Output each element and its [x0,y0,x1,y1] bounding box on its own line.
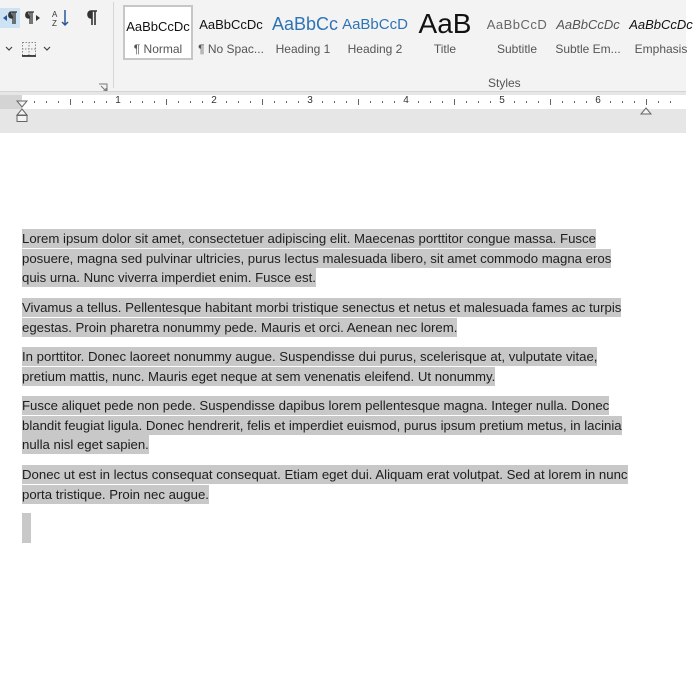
ruler-tick [418,101,419,103]
ruler-tick [370,101,371,103]
style-preview: AaBbCcDc [126,18,190,34]
horizontal-ruler[interactable] [22,95,686,109]
style-preview: AaBbCcDc [556,16,620,32]
ruler-tick [514,101,515,103]
ruler-tick [34,101,35,103]
borders-icon[interactable] [20,40,38,58]
style-name: ¶ No Spac... [198,42,264,56]
style-subtitle[interactable] [482,5,552,60]
style-title[interactable] [410,5,480,60]
ruler-tick [586,101,587,103]
ruler-tick [454,99,455,105]
style-name: Heading 2 [347,42,403,56]
shading-dropdown-icon[interactable] [4,42,14,56]
ruler-number: 4 [403,95,409,106]
paragraph-5[interactable] [22,465,652,504]
ruler-tick [562,101,563,103]
ruler-tick [478,101,479,103]
group-divider [113,2,114,88]
ruler-tick [250,101,251,103]
paragraph-1[interactable] [22,229,652,288]
ruler-tick [670,101,671,103]
ruler-tick [334,101,335,103]
style-preview: AaBbCcD [486,16,548,32]
text-line: egestas. Proin pharetra nonummy pede. Mauris et orci. Aenean nec lorem. [22,319,458,335]
empty-paragraph-selection [22,513,31,543]
ruler-tick [610,101,611,103]
style-preview: AaBbCcD [342,15,408,33]
ruler-tick [550,99,551,105]
ruler-tick [394,101,395,103]
style-name: Emphasis [634,42,688,56]
ruler-tick [622,101,623,103]
right-indent-marker[interactable] [640,100,652,119]
style-emphasis[interactable] [626,5,696,60]
text-line: Fusce aliquet pede non pede. Suspendisse dapibus lorem pellentesque magna. Integer nulla. Donec [22,398,610,413]
ruler-tick [166,99,167,105]
ruler-tick [298,101,299,103]
style-preview: AaB [418,8,472,39]
ruler-number: 6 [595,95,601,106]
ruler-number: 2 [211,95,217,106]
show-formatting-marks-icon[interactable] [82,8,102,28]
style-name: Subtitle [496,42,538,56]
ruler-tick [202,101,203,103]
ruler-tick [142,101,143,103]
ruler-tick [526,101,527,103]
text-line: In porttitor. Donec laoreet nonummy augue. Suspendisse dui purus, scelerisque at, vulputate vitae, [22,349,598,364]
ruler-tick [286,101,287,103]
ruler-tick [94,101,95,103]
style-name: Heading 1 [275,42,331,56]
text-line: posuere, magna sed pulvinar ultricies, purus lectus malesuada libero, sit amet commodo magna eros [22,250,612,266]
svg-text:A: A [52,10,58,19]
ruler-tick [538,101,539,103]
style-normal[interactable] [123,5,193,60]
ruler-tick [226,101,227,103]
ruler-tick [466,101,467,103]
ruler-tick [154,101,155,103]
style-subtle-emphasis[interactable] [553,5,623,60]
ruler-tick [70,99,71,105]
style-preview: AaBbCcDc [199,16,263,32]
styles-gallery [120,2,693,64]
ruler-tick [358,99,359,105]
ruler-tick [346,101,347,103]
text-line: blandit feugiat ligula. Donec hendrerit, felis et imperdiet euismod, purus ipsum pretium metus, in lacinia [22,417,622,433]
style-preview: AaBbCc [272,13,339,34]
paragraph-2[interactable] [22,298,652,337]
ruler-number: 5 [499,95,505,106]
ruler-tick [190,101,191,103]
ruler-tick [130,101,131,103]
ribbon [0,0,693,91]
ltr-text-direction-icon[interactable] [0,8,20,28]
text-line: Lorem ipsum dolor sit amet, consectetuer adipiscing elit. Maecenas porttitor congue massa. Fusce [22,231,596,246]
ruler-number: 3 [307,95,313,106]
ruler-tick [262,99,263,105]
rtl-text-direction-icon[interactable] [24,8,42,28]
style-name: Subtle Em... [555,42,621,56]
paragraph-3[interactable] [22,347,652,386]
text-line: nulla nisl eget sapien. [22,437,149,452]
ruler-tick [238,101,239,103]
style-preview: AaBbCcDc [629,16,693,32]
ruler-tick [178,101,179,103]
styles-group-label: Styles [488,76,521,90]
left-indent-marker[interactable] [16,108,28,127]
style-heading-2[interactable] [340,5,410,60]
text-line: Donec ut est in lectus consequat consequat. Etiam eget dui. Aliquam erat volutpat. Sed at lorem in nunc [22,467,628,482]
style-name: Title [433,42,457,56]
ruler-tick [106,101,107,103]
ruler-tick [274,101,275,103]
ruler-number: 1 [115,95,121,106]
ruler-tick [382,101,383,103]
style-heading-1[interactable] [268,5,338,60]
ruler-tick [58,101,59,103]
style-name: ¶ Normal [133,42,183,56]
paragraph-group [0,0,112,91]
ruler-tick [430,101,431,103]
paragraph-4[interactable] [22,396,652,455]
ruler-tick [46,101,47,103]
borders-dropdown-icon[interactable] [42,42,52,56]
svg-text:Z: Z [52,19,57,28]
ruler-tick [574,101,575,103]
text-line: pretium mattis, nunc. Mauris eget neque at sem venenatis eleifend. Ut nonummy. [22,368,496,384]
ruler-tick [82,101,83,103]
text-line: quis urna. Nunc viverra imperdiet enim. Fusce est. [22,270,316,285]
ruler-tick [490,101,491,103]
sort-icon[interactable] [50,8,72,28]
paragraph-dialog-launcher-icon[interactable] [98,78,108,88]
style-no-spacing[interactable] [196,5,266,60]
ruler-tick [658,101,659,103]
text-line: Vivamus a tellus. Pellentesque habitant morbi tristique senectus et netus et malesuada fames ac turpis [22,300,622,315]
ruler-tick [442,101,443,103]
text-line: porta tristique. Proin nec augue. [22,486,209,502]
ruler-tick [634,101,635,103]
ruler-tick [322,101,323,103]
